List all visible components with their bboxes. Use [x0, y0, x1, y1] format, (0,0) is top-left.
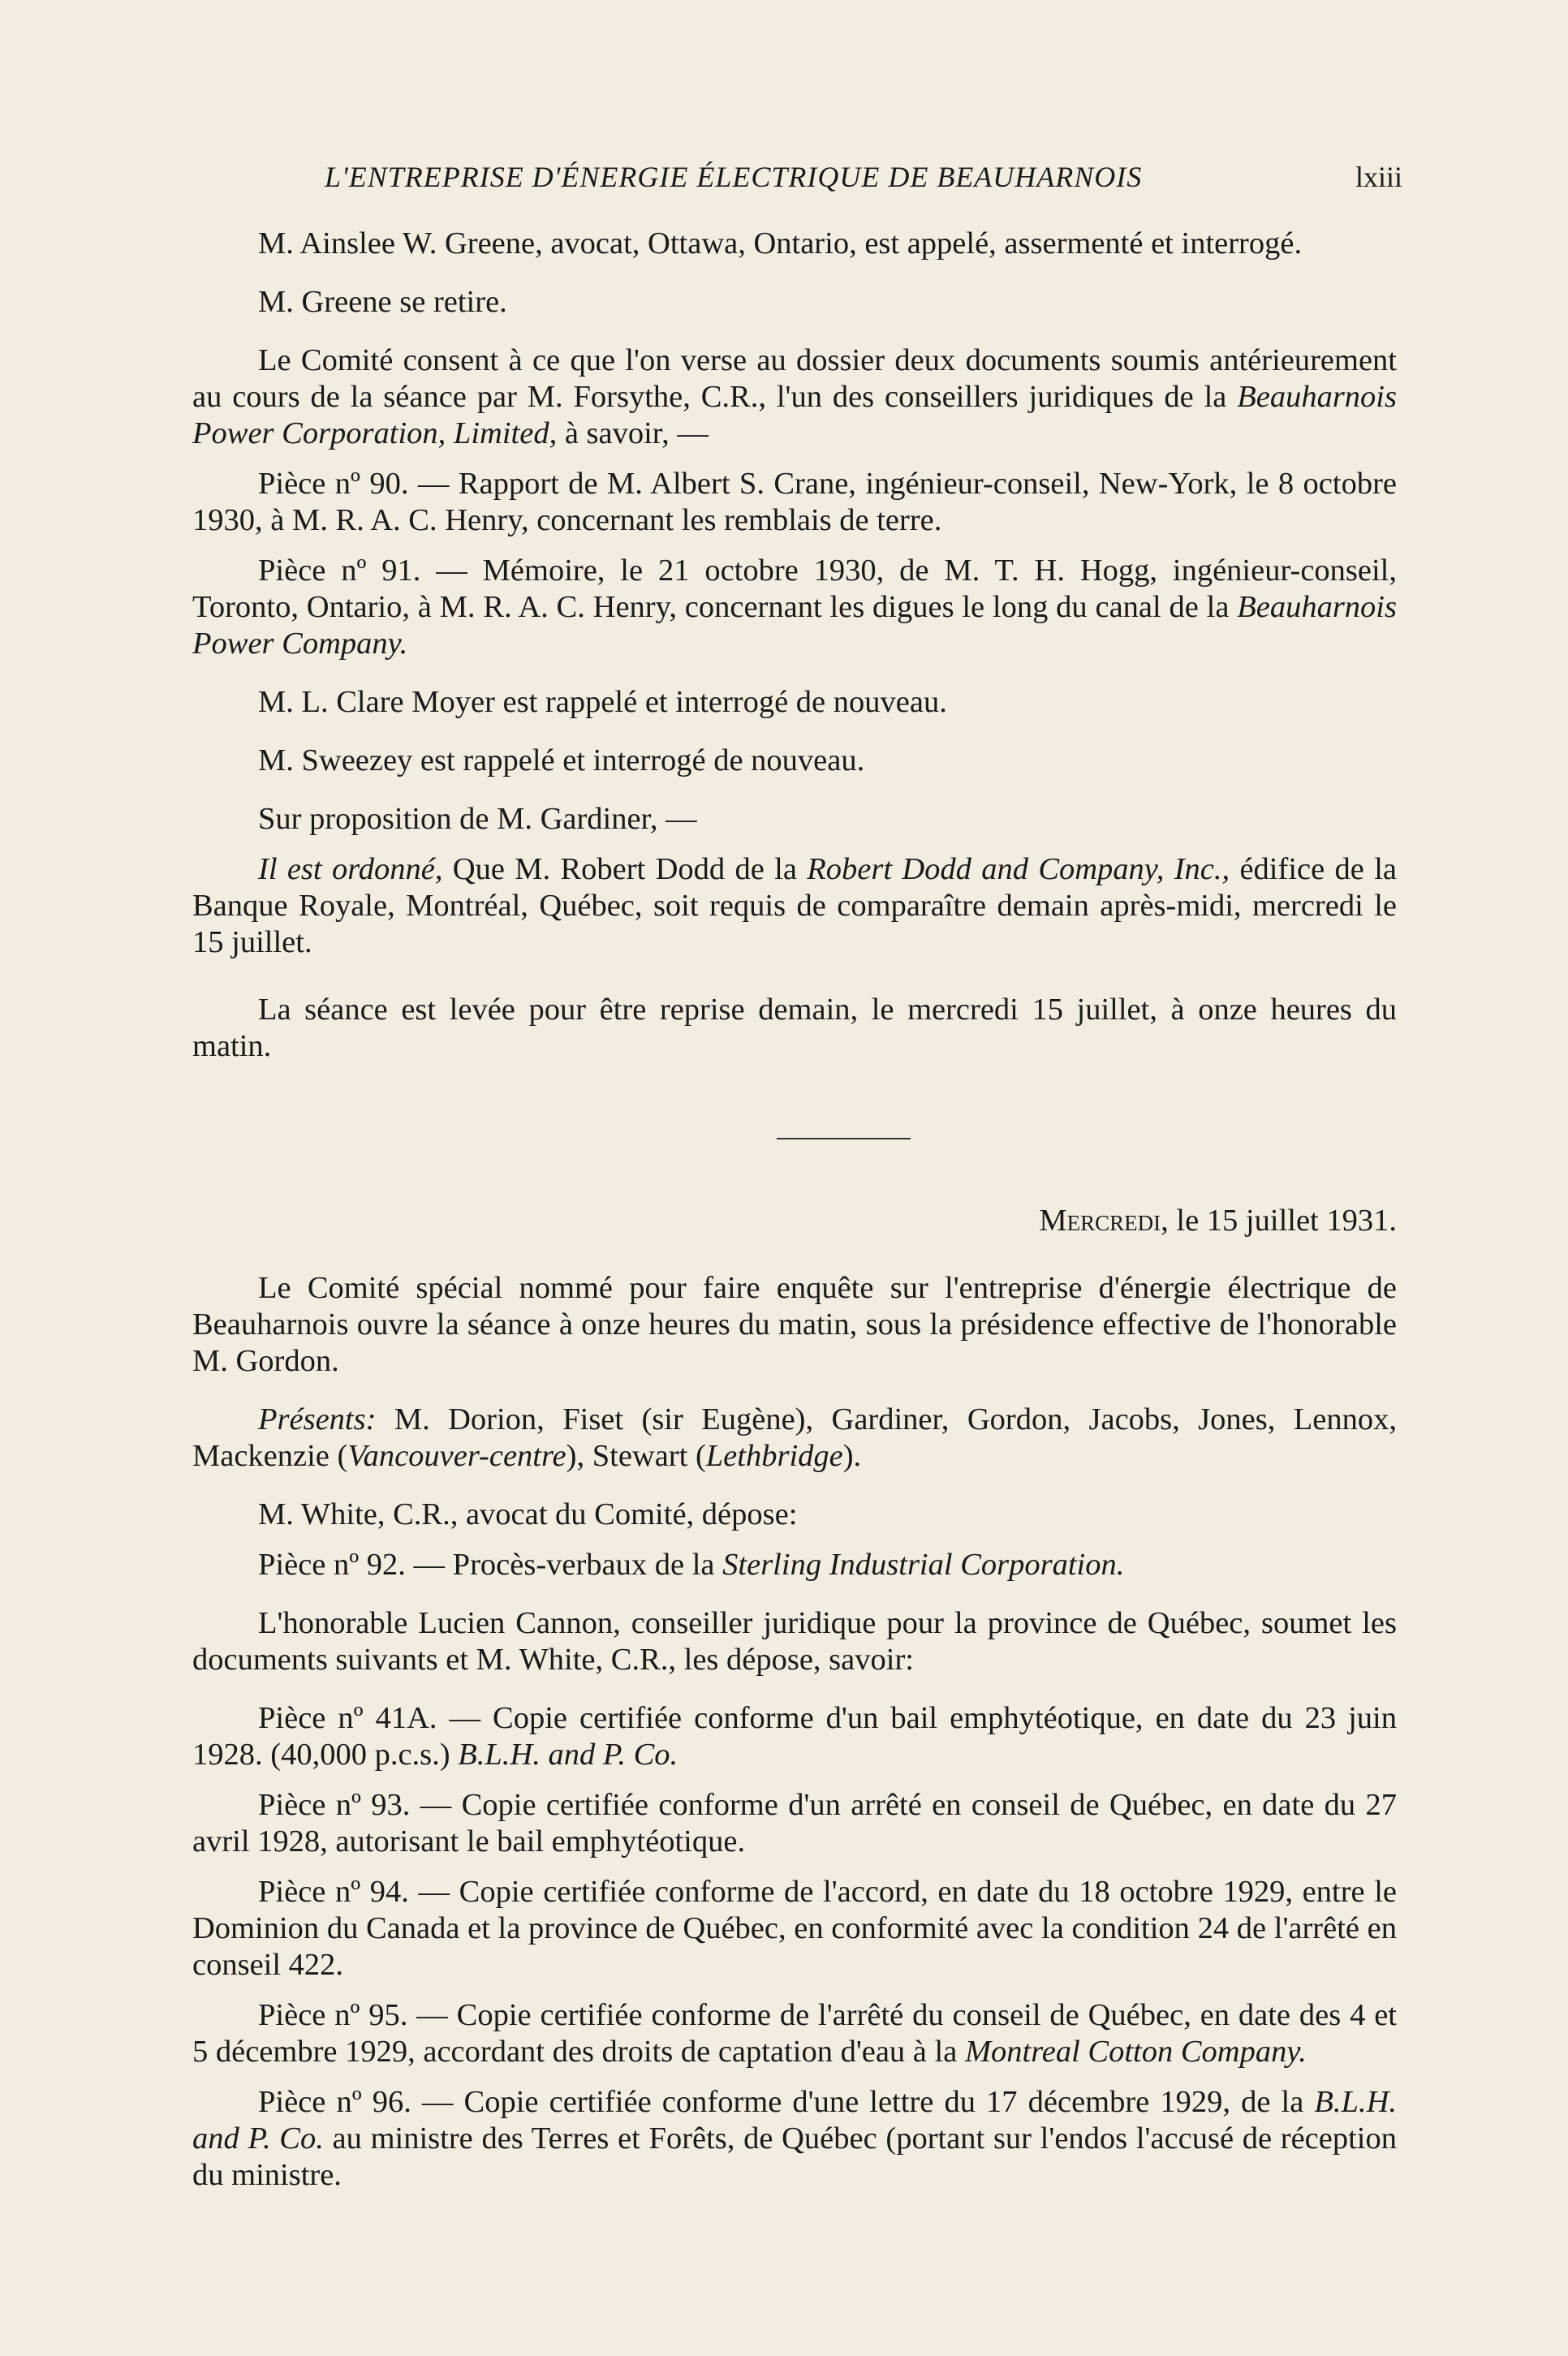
section-divider: [777, 1138, 911, 1139]
paragraph-moyer-recalled: M. L. Clare Moyer est rappelé et interrogé de nouveau.: [258, 685, 947, 719]
running-header: [325, 159, 1402, 195]
paragraph-cannon-submits: L'honorable Lucien Cannon, conseiller juridique pour la province de Québec, soumet les documents suivants et M. White, C.R., les dépose, savoir:: [192, 1606, 1397, 1677]
exhibit-91: Pièce nº 91. — Mémoire, le 21 octobre 1930, de M. T. H. Hogg, ingénieur-conseil, Toronto, Ontario, à M. R. A. C. Henry, concernant les digues le long du canal de la Beauharnois Power Company.: [192, 553, 1397, 661]
exhibit-95: Pièce nº 95. — Copie certifiée conforme de l'arrêté du conseil de Québec, en date des 4 et 5 décembre 1929, accordant des droits de captation d'eau à la Montreal Cotton Company.: [192, 1998, 1397, 2069]
paragraph-sweezey-recalled: M. Sweezey est rappelé et interrogé de nouveau.: [258, 743, 865, 777]
session-dateline: Mercredi, le 15 juillet 1931.: [1039, 1204, 1397, 1238]
paragraph-session-opens: Le Comité spécial nommé pour faire enquête sur l'entreprise d'énergie électrique de Beauharnois ouvre la séance à onze heures du matin, sous la présidence effective de l'honorable M. Gordon.: [192, 1271, 1397, 1378]
paragraph-greene-retires: M. Greene se retire.: [258, 285, 507, 319]
paragraph-adjournment: La séance est levée pour être reprise demain, le mercredi 15 juillet, à onze heures du matin.: [192, 993, 1397, 1063]
exhibit-96: Pièce nº 96. — Copie certifiée conforme d'une lettre du 17 décembre 1929, de la B.L.H. and P. Co. au ministre des Terres et Forêts, de Québec (portant sur l'endos l'accusé de réception du ministre.: [192, 2085, 1397, 2192]
exhibit-41a: Pièce nº 41A. — Copie certifiée conforme d'un bail emphytéotique, en date du 23 juin 1928. (40,000 p.c.s.) B.L.H. and P. Co.: [192, 1701, 1397, 1772]
paragraph-order-dodd: Il est ordonné, Que M. Robert Dodd de la Robert Dodd and Company, Inc., édifice de la Banque Royale, Montréal, Québec, soit requis de comparaître demain après-midi, mercredi le 15 juillet.: [192, 852, 1397, 959]
paragraph-gardiner-motion: Sur proposition de M. Gardiner, —: [258, 802, 697, 836]
paragraph-committee-consents: Le Comité consent à ce que l'on verse au dossier deux documents soumis antérieurement au cours de la séance par M. Forsythe, C.R., l'un des conseillers juridiques de la Beauharnois Power Corporation, Limited, à savoir, —: [192, 343, 1397, 450]
paragraph-members-present: Présents: M. Dorion, Fiset (sir Eugène), Gardiner, Gordon, Jacobs, Jones, Lennox, Mackenzie (Vancouver-centre), Stewart (Lethbridge).: [192, 1402, 1397, 1473]
exhibit-92: Pièce nº 92. — Procès-verbaux de la Sterling Industrial Corporation.: [258, 1548, 1125, 1582]
paragraph-white-files: M. White, C.R., avocat du Comité, dépose:: [258, 1497, 798, 1531]
paragraph-greene-called: M. Ainslee W. Greene, avocat, Ottawa, Ontario, est appelé, assermenté et interrogé.: [258, 226, 1303, 261]
body-text: [192, 226, 1397, 2194]
exhibit-93: Pièce nº 93. — Copie certifiée conforme d'un arrêté en conseil de Québec, en date du 27 avril 1928, autorisant le bail emphytéotique.: [192, 1788, 1397, 1859]
exhibit-94: Pièce nº 94. — Copie certifiée conforme de l'accord, en date du 18 octobre 1929, entre le Dominion du Canada et la province de Québec, en conformité avec la condition 24 de l'arrêté en conseil 422.: [192, 1875, 1397, 1982]
running-title: L'ENTREPRISE D'ÉNERGIE ÉLECTRIQUE DE BEAUHARNOIS: [325, 161, 1143, 193]
exhibit-90: Pièce nº 90. — Rapport de M. Albert S. Crane, ingénieur-conseil, New-York, le 8 octobre 1930, à M. R. A. C. Henry, concernant les remblais de terre.: [192, 467, 1397, 537]
page-number: lxiii: [1355, 161, 1402, 193]
